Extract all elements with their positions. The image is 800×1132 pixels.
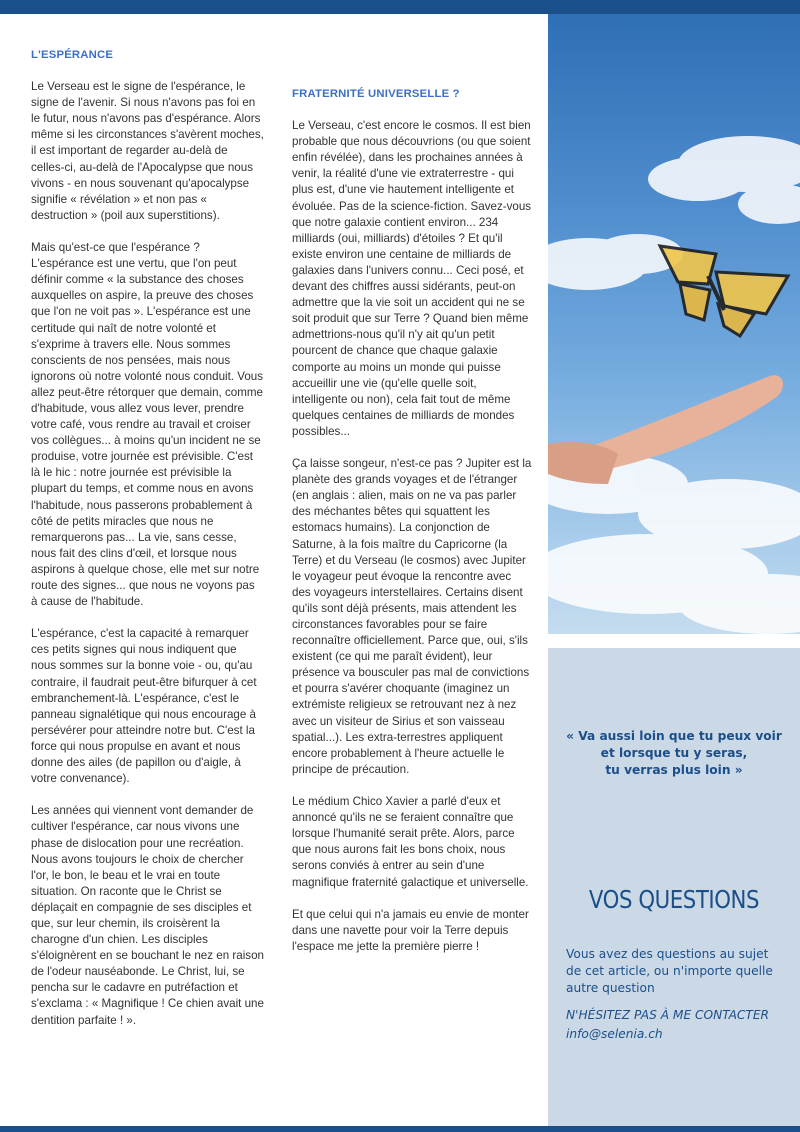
top-accent-bar xyxy=(0,0,800,14)
paragraph: Et que celui qui n'a jamais eu envie de monter dans une navette pour voir la Terre depuis l'espace me jette la première pierre ! xyxy=(292,907,529,953)
paragraph: Le Verseau, c'est encore le cosmos. Il est bien probable que nous découvrions (ou que soient enfin révélée), dans les prochaines années à venir, la réalité d'une vie extraterrestre - qui plus est, d'une vie hautement intelligente et évoluée. Pas de la science-fiction. Savez-vous que notre galaxie contient environ... 234 milliards (oui, milliards) d'étoiles ? Et qu'il existe environ une centaine de milliards de galaxies dans l'univers connu... Ceci posé, et devant des chiffres aussi sidérants, peut-on admettre que la vie soit un accident qui ne se soit produit que sur Terre ? Quand bien même admettrions-nous qu'il n'y ait qu'un petit pourcent de chance que chaque galaxie comporte au moins un monde qui puisse accueillir une vie (qu'elle quelle soit, intelligente ou non), cela fait tout de même quelques centaines de milliards de mondes possibles... xyxy=(292,119,532,438)
paragraph: Ça laisse songeur, n'est-ce pas ? Jupiter est la planète des grands voyages et de l'étranger (en anglais : alien, mais on ne va pas parler des méchantes bêtes qui squattent les estomacs humains). La conjonction de Saturne, à la fois maître du Capricorne (la Terre) et du Verseau (le cosmos) avec Jupiter le voyageur peut évoque la rencontre avec des voyageurs interstellaires. Certains disent qu'ils sont déjà présents, mais attendent les circonstances favorables pour se faire reconnaître officiellement. Parce que, oui, s'ils existent (ce qui me paraît évident), leur présence va bousculer pas mal de convictions et pourra s'avérer choquante (imaginez un extrémiste religieux se retrouvant nez à nez avec un visiteur de Sirius et son vaisseau spatial...). Les extra-terrestres appliquent encore probablement à l'heure actuelle le principe de précaution. xyxy=(292,457,532,776)
paragraph: Les années qui viennent vont demander de cultiver l'espérance, car nous vivons une phase de dislocation pour une recréation. Nous avons toujours le choix de chercher l'or, le bon, le beau et le vrai en toute situation. On raconte que le Christ se déplaçait en compagnie de ses disciples et que, sur leur chemin, ils croisèrent la charogne d'un chien. Les disciples s'éloignèrent en se bouchant le nez en raison de l'odeur nauséabonde. Le Christ, lui, se pencha sur le cadavre en putréfaction et s'exclama : « Magnifique ! Ce chien avait une dentition parfaite ! ». xyxy=(31,804,264,1027)
paragraph: L'espérance, c'est la capacité à remarquer ces petits signes qui nous indiquent que nous sommes sur la bonne voie - ou, qu'au contraire, il faudrait peut-être bifurquer à cet embranchement-là. L'espérance, c'est le panneau signalétique qui nous encourage à persévérer pour atteindre notre but. C'est la force qui nous propulse en avant et nous donne des ailes (de papillon ou d'aigle, à votre convenance). xyxy=(31,627,257,786)
contact-block xyxy=(566,1006,788,1044)
quote-line: « Va aussi loin que tu peux voir xyxy=(566,729,782,743)
contact-email-link[interactable]: info@selenia.ch xyxy=(566,1027,663,1041)
quote-block xyxy=(548,728,800,779)
sky-illustration xyxy=(548,14,800,634)
butterfly-hand-photo xyxy=(548,14,800,634)
left-column xyxy=(31,32,264,1045)
contact-cta: N'HÉSITEZ PAS À ME CONTACTER xyxy=(566,1008,770,1022)
questions-line: de cet article, ou n'importe quelle xyxy=(566,964,773,978)
paragraph: Mais qu'est-ce que l'espérance ? L'espérance est une vertu, que l'on peut définir comme « la substance des choses auxquelles on aspire, la preuve des choses que l'on ne voit pas ». L'espérance est une certitude qui naît de notre volonté et s'exprime à travers elle. Nous sommes conscients de nos pensées, mais nous ignorons où notre volonté nous conduit. Vous allez peut-être rétorquer que demain, comme d'habitude, vous allez vous lever, prendre votre café, vous rendre au travail et croiser vos collègues... à moins qu'un incident ne se produise, votre journée est prévisible. C'est là le hic : notre journée est prévisible la plupart du temps, et comme nous en avons l'habitude, nous passerons probablement à côté de petits miracles que nous ne remarquerons pas... La vie, sans cesse, nous fait des clins d'œil, et lorsque nous aspirons à quelque chose, elle met sur notre route des signes... que nous ne voyons pas à cause de l'habitude. xyxy=(31,241,264,609)
questions-text xyxy=(566,946,788,997)
section-heading-esperance: L'ESPÉRANCE xyxy=(31,49,114,61)
quote-line: et lorsque tu y seras, xyxy=(600,746,748,760)
bottom-accent-bar xyxy=(0,1126,800,1132)
questions-line: autre question xyxy=(566,981,655,995)
paragraph: Le médium Chico Xavier a parlé d'eux et annoncé qu'ils ne se feraient connaître que lorsque l'humanité serait prête. Alors, parce que nous aurons fait les bons choix, nous serons conviés à entrer au sein d'une magnifique fraternité galactique et universelle. xyxy=(292,795,529,889)
sidebar-panel xyxy=(548,648,800,1126)
questions-line: Vous avez des questions au sujet xyxy=(566,947,769,961)
paragraph: Le Verseau est le signe de l'espérance, le signe de l'avenir. Si nous n'avons pas foi en le futur, nous n'avons pas d'espérance. Alors même si les circonstances s'avèrent moches, il est important de regarder au-delà de celles-ci, au-delà de l'Apocalypse que nous vivons - en nous souvenant qu'apocalypse signifie « révélation » et non pas « destruction » (poil aux superstitions). xyxy=(31,80,264,222)
questions-title: VOS QUESTIONS xyxy=(588,885,760,914)
middle-column xyxy=(292,83,532,971)
quote-line: tu verras plus loin » xyxy=(605,763,743,777)
section-heading-fraternite: FRATERNITÉ UNIVERSELLE ? xyxy=(292,88,460,100)
